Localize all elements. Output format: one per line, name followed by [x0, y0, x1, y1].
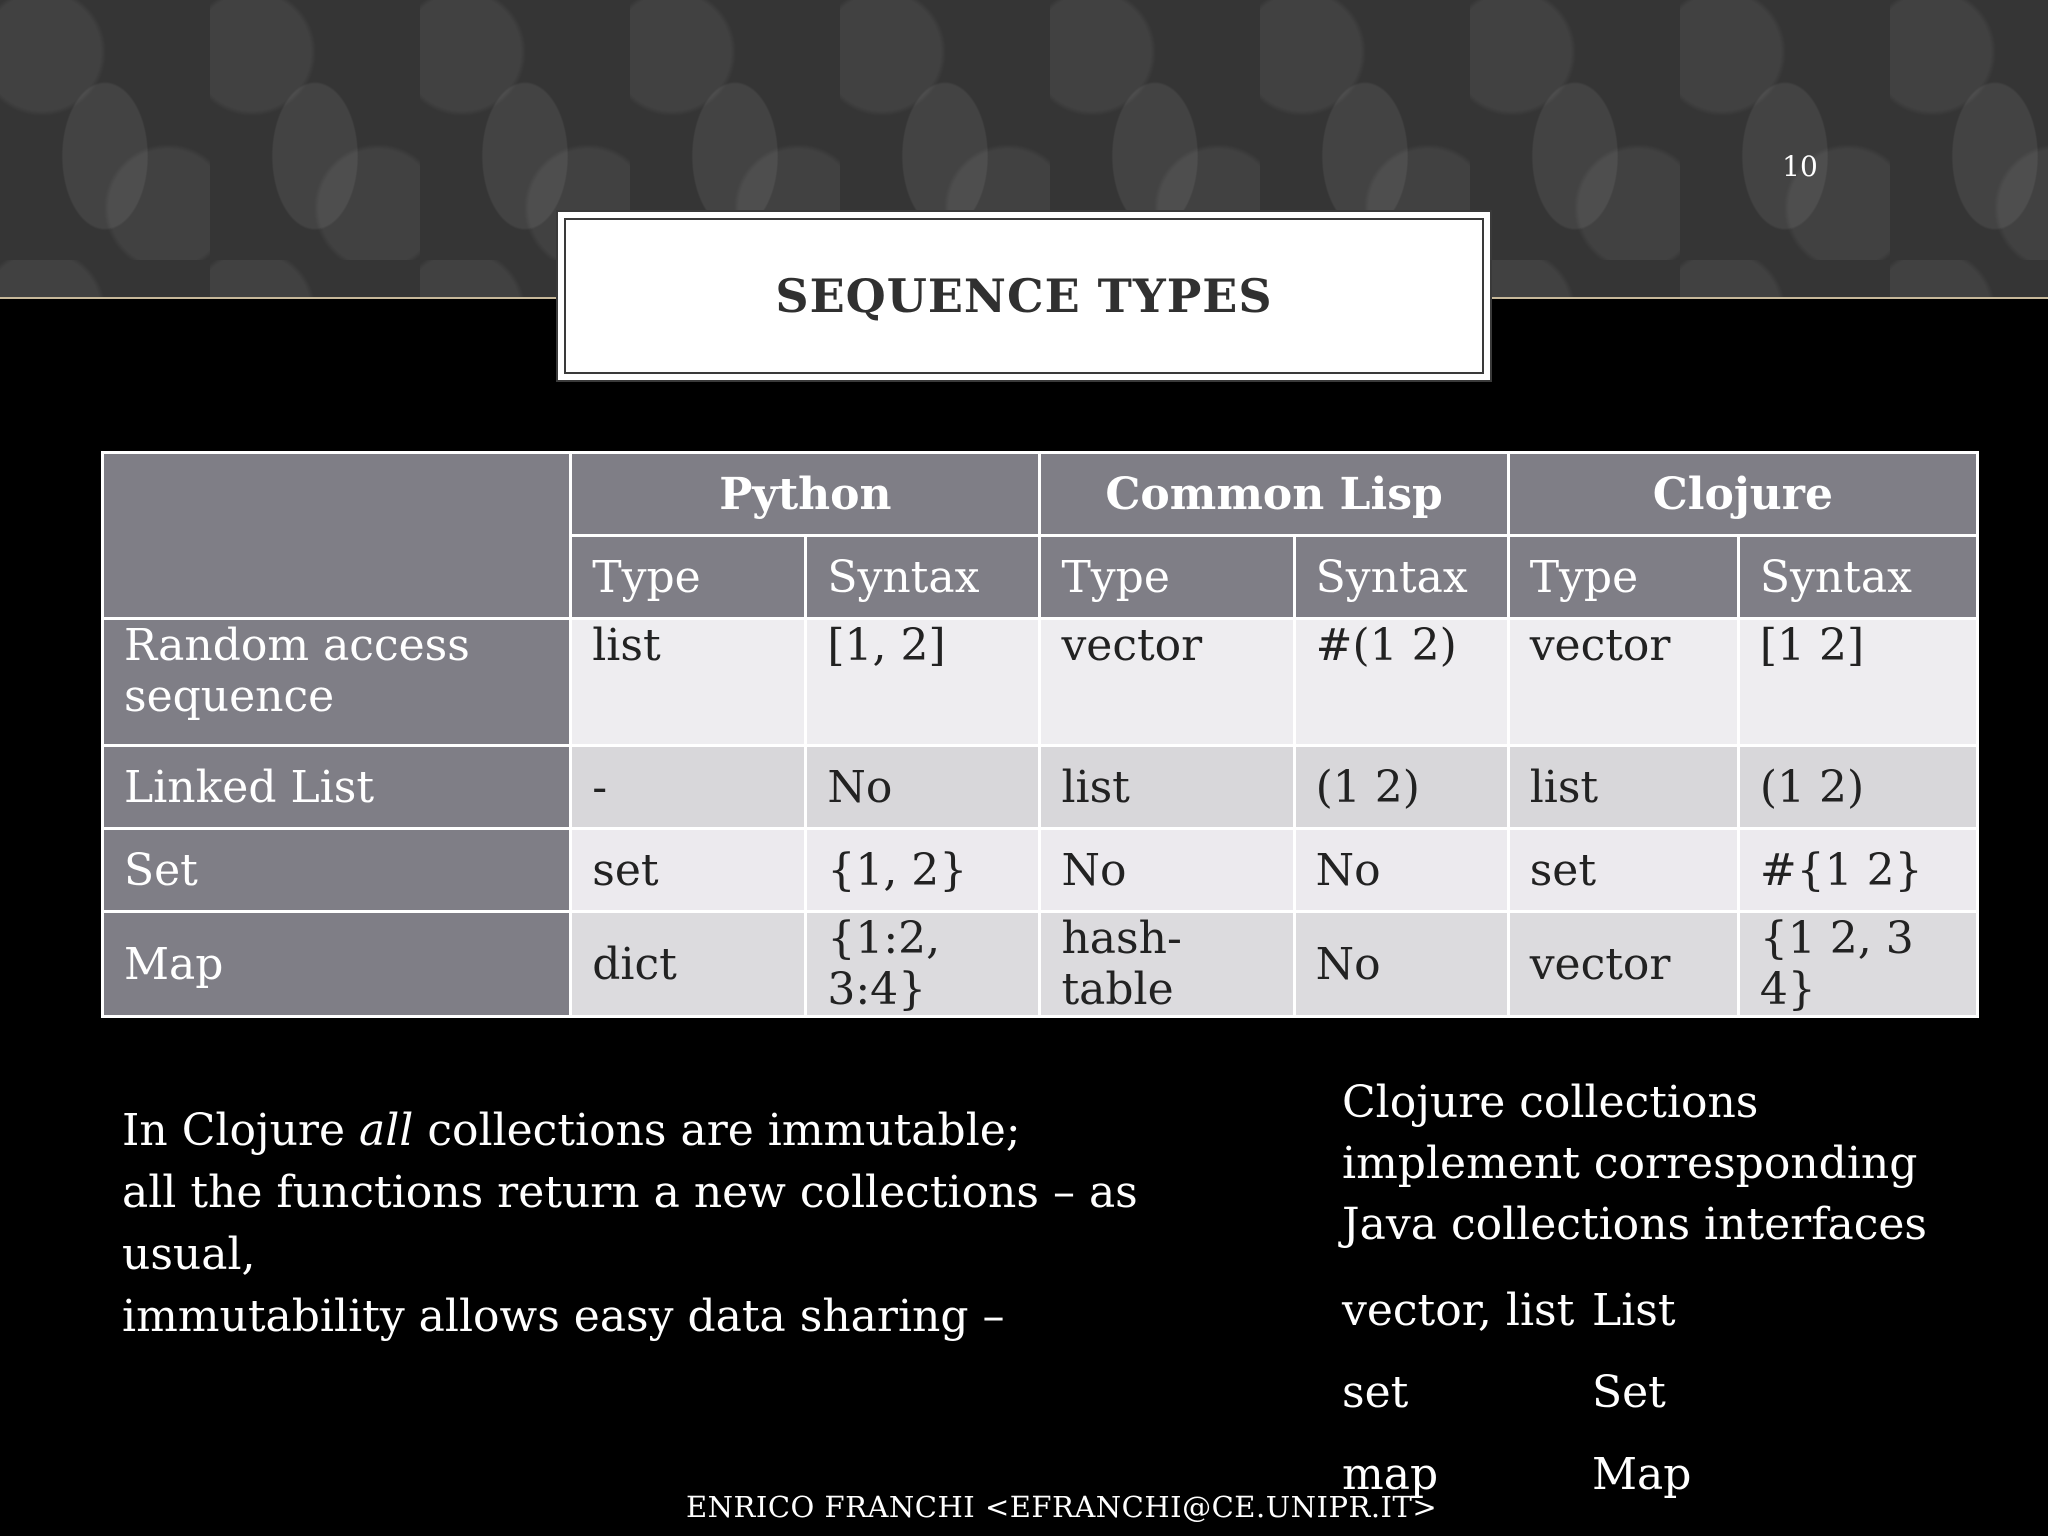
clojure-type: vector, list	[1342, 1284, 1575, 1336]
table-cell: {1:2, 3:4}	[806, 912, 1040, 1017]
table-cell: {1, 2}	[806, 829, 1040, 912]
header-python: Python	[571, 453, 1040, 536]
table-cell: (1 2)	[1738, 746, 1977, 829]
table-cell: [1, 2]	[806, 619, 1040, 746]
note-emphasis: all	[358, 1105, 414, 1156]
table-row	[103, 912, 1978, 1017]
note-line	[122, 1100, 1222, 1162]
table-cell: set	[1508, 829, 1738, 912]
table-cell: list	[1040, 746, 1294, 829]
table-cell: set	[571, 829, 806, 912]
subheader-cell: Type	[1508, 536, 1738, 619]
table-cell: list	[571, 619, 806, 746]
header-clojure: Clojure	[1508, 453, 1977, 536]
table-cell: No	[806, 746, 1040, 829]
clojure-type: set	[1342, 1366, 1409, 1418]
subheader-cell: Syntax	[806, 536, 1040, 619]
table-cell: vector	[1040, 619, 1294, 746]
note-text: collections are immutable;	[413, 1105, 1021, 1156]
table-cell: {1 2, 3 4}	[1738, 912, 1977, 1017]
subheader-cell: Syntax	[1738, 536, 1977, 619]
interface-mapping	[1342, 1269, 1942, 1515]
note-text: In Clojure	[122, 1105, 359, 1156]
table-cell: No	[1040, 829, 1294, 912]
table-cell: vector	[1508, 619, 1738, 746]
subheader-cell: Type	[571, 536, 806, 619]
table-cell: list	[1508, 746, 1738, 829]
row-label: Random access sequence	[103, 619, 571, 746]
table-cell: hash-table	[1040, 912, 1294, 1017]
title-box	[556, 210, 1492, 382]
language-header-row	[103, 453, 1978, 536]
header-common-lisp: Common Lisp	[1040, 453, 1508, 536]
immutability-note	[122, 1100, 1222, 1348]
clojure-type: map	[1342, 1448, 1439, 1500]
java-interface: Set	[1592, 1366, 1666, 1418]
row-label: Map	[103, 912, 571, 1017]
java-interface: Map	[1592, 1448, 1692, 1500]
table-cell: [1 2]	[1738, 619, 1977, 746]
slide-title: SEQUENCE TYPES	[775, 269, 1273, 323]
table-row	[103, 829, 1978, 912]
mapping-row	[1342, 1269, 1942, 1351]
row-label: Set	[103, 829, 571, 912]
note-line: immutability allows easy data sharing –	[122, 1291, 1005, 1342]
interfaces-intro: Clojure collections implement corresponding Java collections interfaces	[1342, 1077, 1927, 1250]
table-cell: (1 2)	[1294, 746, 1508, 829]
page-number: 10	[1782, 150, 1818, 183]
table-cell: -	[571, 746, 806, 829]
table-cell: vector	[1508, 912, 1738, 1017]
table-row	[103, 619, 1978, 746]
subheader-cell: Syntax	[1294, 536, 1508, 619]
subheader-cell: Type	[1040, 536, 1294, 619]
footer-author: ENRICO FRANCHI <EFRANCHI@CE.UNIPR.IT>	[686, 1490, 1438, 1524]
note-line: all the functions return a new collections – as usual,	[122, 1167, 1138, 1280]
sequence-types-table	[101, 451, 1979, 1018]
table-corner-cell	[103, 453, 571, 619]
table-cell: No	[1294, 912, 1508, 1017]
row-label: Linked List	[103, 746, 571, 829]
mapping-row	[1342, 1351, 1942, 1433]
table-row	[103, 746, 1978, 829]
table-cell: dict	[571, 912, 806, 1017]
table-cell: #{1 2}	[1738, 829, 1977, 912]
java-interface: List	[1592, 1284, 1676, 1336]
java-interfaces-note	[1342, 1072, 1942, 1515]
table-cell: #(1 2)	[1294, 619, 1508, 746]
table-cell: No	[1294, 829, 1508, 912]
